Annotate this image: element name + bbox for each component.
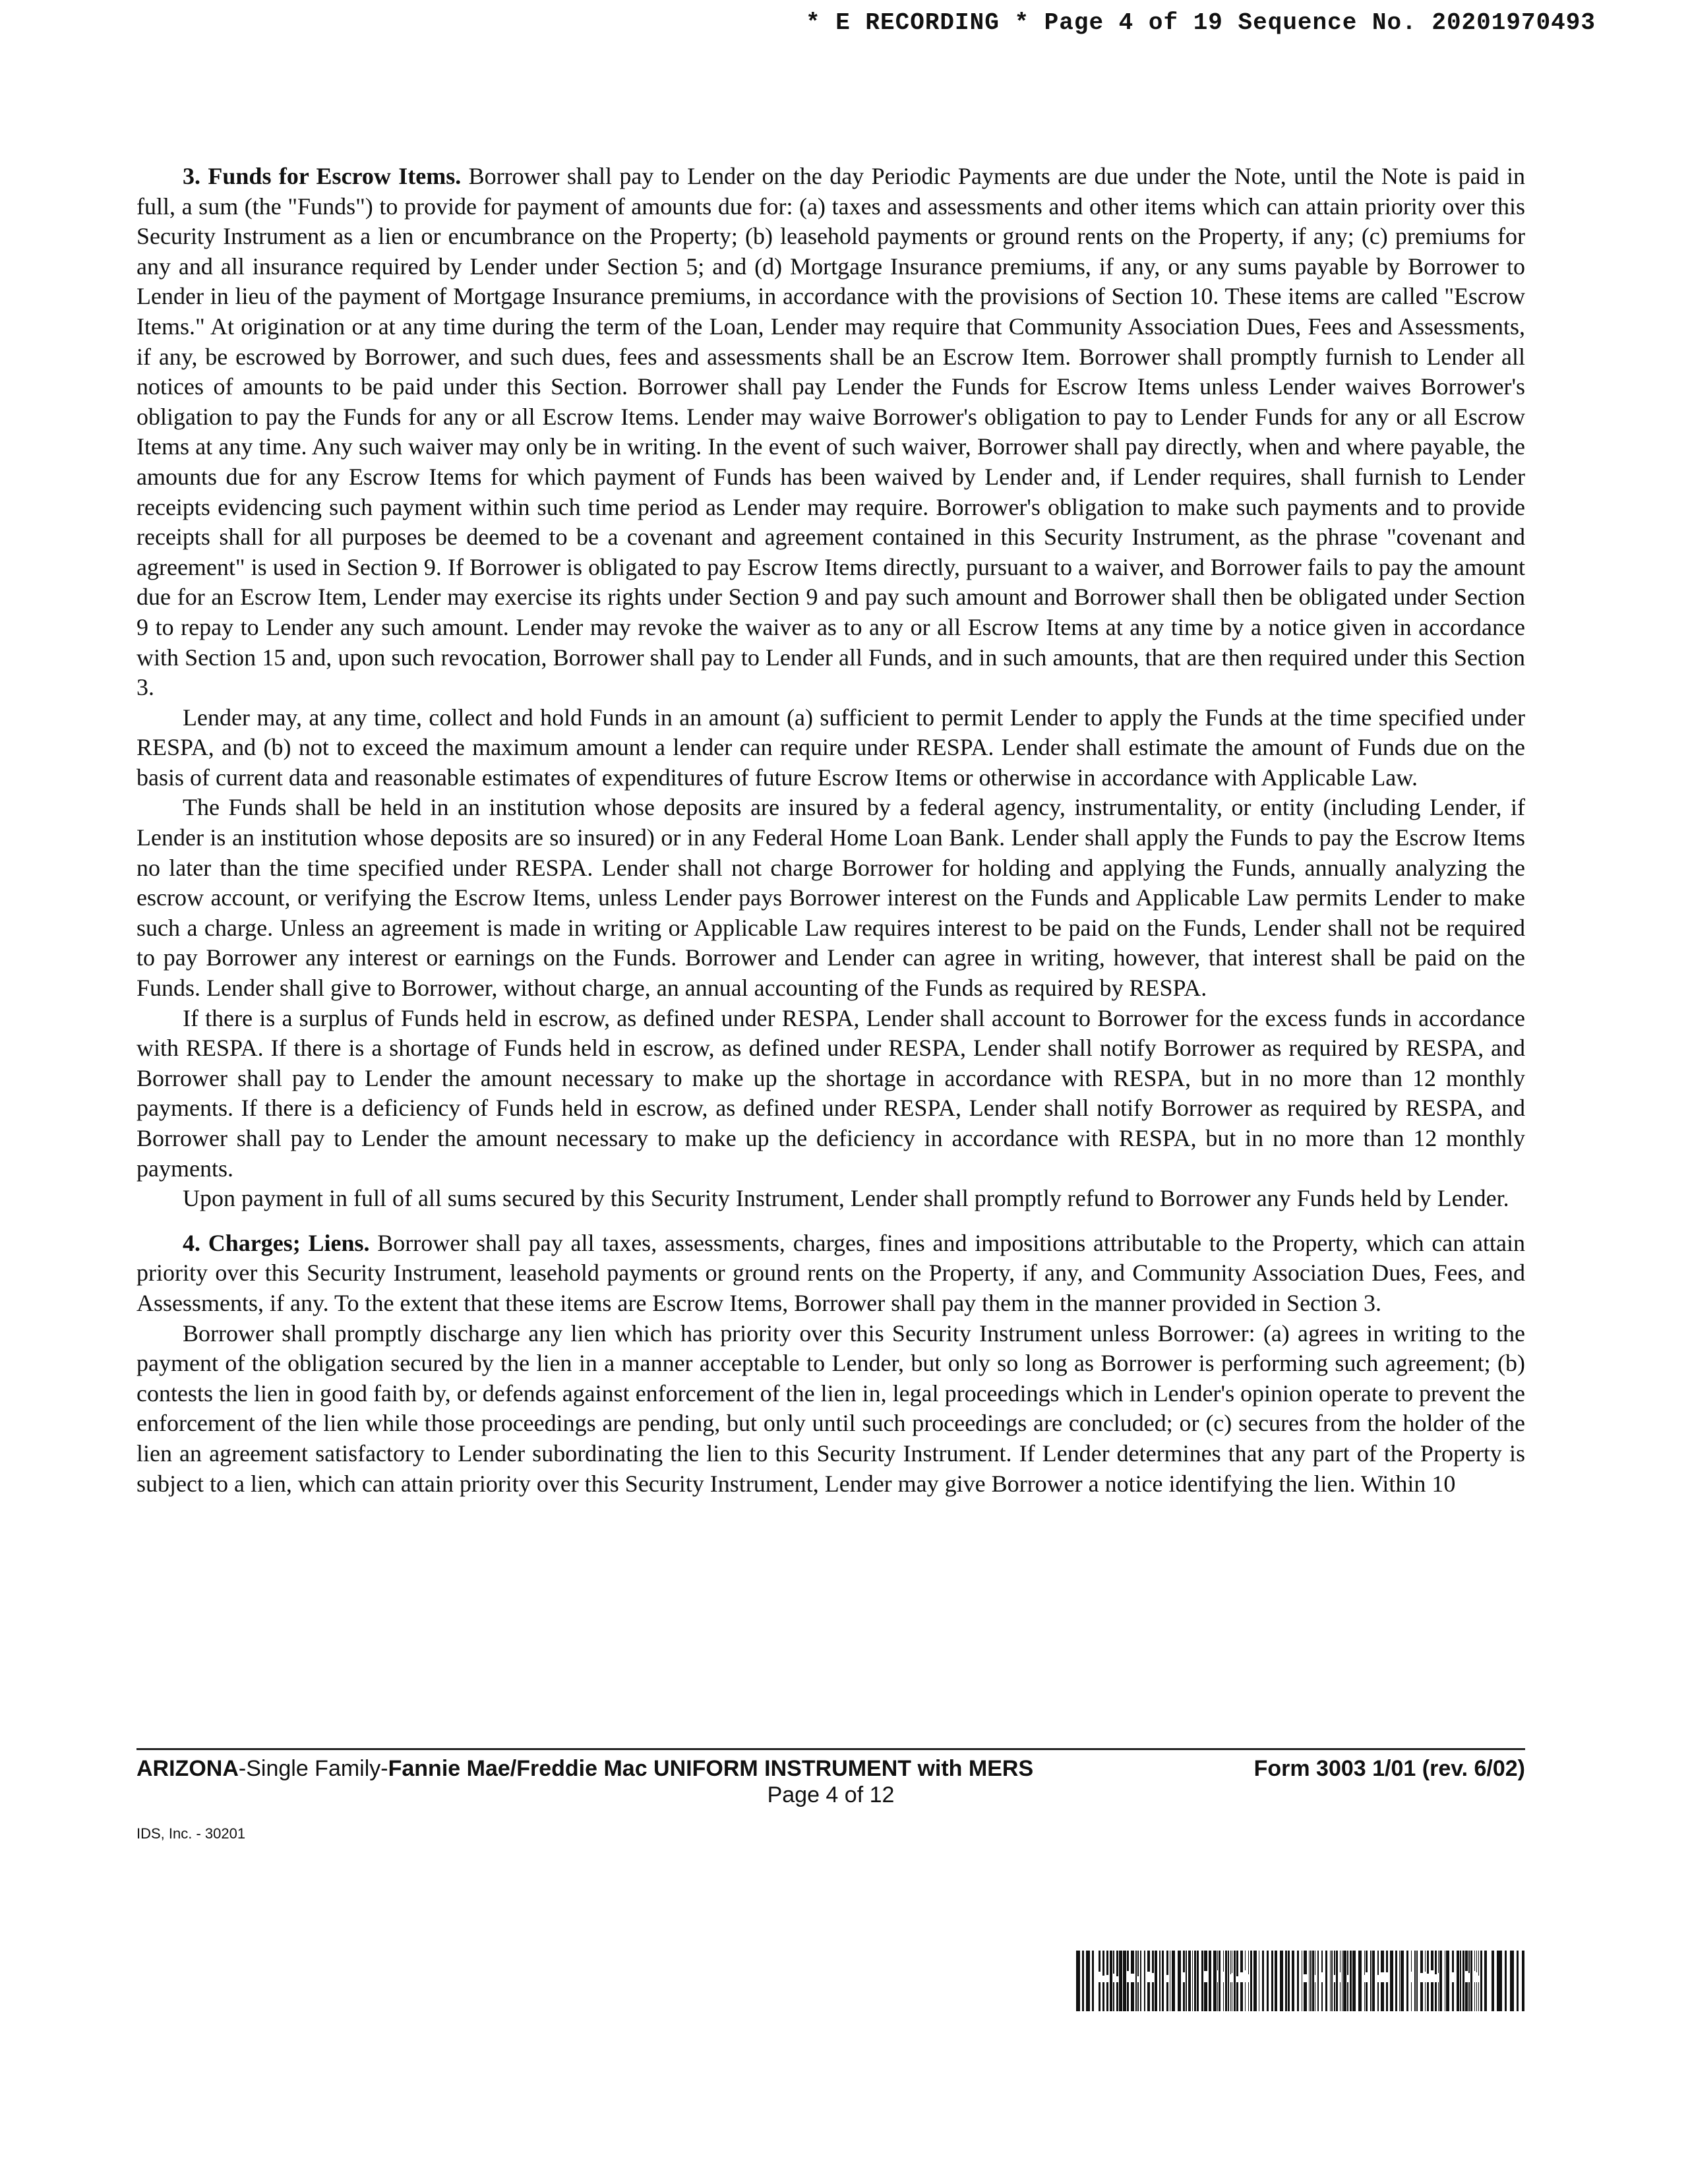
section-3-text: Borrower shall pay to Lender on the day Periodic Payments are due under the Note, until the Note is paid in full, a sum (the "Funds") to provide for payment of amounts due for: (a) taxes and assessments and other items which can attain priority over this Security Instrument as a lien or encumbrance on the Property; (b) leasehold payments or ground rents on the Property, if any; (c) premiums for any and all insurance required by Lender under Section 5; and (d) Mortgage Insurance premiums, if any, or any sums payable by Borrower to Lender in lieu of the payment of Mortgage Insurance premiums, in accordance with the provisions of Section 10. These items are called "Escrow Items." At origination or at any time during the term of the Loan, Lender may require that Community Association Dues, Fees and Assessments, if any, be escrowed by Borrower, and such dues, fees and assessments shall be an Escrow Item. Borrower shall promptly furnish to Lender all notices of amounts to be paid under this Section. Borrower shall pay Lender the Funds for Escrow Items unless Lender waives Borrower's obligation to pay the Funds for any or all Escrow Items. Lender may waive Borrower's obligation to pay to Lender Funds for any or all Escrow Items at any time. Any such waiver may only be in writing. In the event of such waiver, Borrower shall pay directly, when and where payable, the amounts due for any Escrow Items for which payment of Funds has been waived by Lender and, if Lender requires, shall furnish to Lender receipts evidencing such payment within such time period as Lender may require. Borrower's obligation to make such payments and to provide receipts shall for all purposes be deemed to be a covenant and agreement contained in this Security Instrument, as the phrase "covenant and agreement" is used in Section 9. If Borrower is obligated to pay Escrow Items directly, pursuant to a waiver, and Borrower fails to pay the amount due for an Escrow Item, Lender may exercise its rights under Section 9 and pay such amount and Borrower shall then be obligated under Section 9 to repay to Lender any such amount. Lender may revoke the waiver as to any or all Escrow Items at any time by a notice given in accordance with Section 15 and, upon such revocation, Borrower shall pay to Lender all Funds, and in such amounts, that are then required under this Section 3. bbox=[136, 163, 1526, 701]
footer-form-number: Form 3003 1/01 (rev. 6/02) bbox=[1253, 1756, 1525, 1781]
section-4-paragraph-1 bbox=[136, 1228, 1525, 1319]
footer-form-line bbox=[136, 1755, 1525, 1782]
section-3-paragraph-5: Upon payment in full of all sums secured by this Security Instrument, Lender shall promptly refund to Borrower any Funds held by Lender. bbox=[183, 1185, 1509, 1212]
vendor-code: IDS, Inc. - 30201 bbox=[136, 1825, 246, 1842]
section-3-paragraph-2: Lender may, at any time, collect and hold Funds in an amount (a) sufficient to permit Lender to apply the Funds at the time specified under RESPA, and (b) not to exceed the maximum amount a lender can require under RESPA. Lender shall estimate the amount of Funds due on the basis of current data and reasonable estimates of expenditures of future Escrow Items or otherwise in accordance with Applicable Law. bbox=[136, 704, 1525, 791]
section-4-text: Borrower shall pay all taxes, assessments, charges, fines and impositions attributable to the Property, which can attain priority over this Security Instrument, leasehold payments or ground rents on the Property, if any, and Community Association Dues, Fees, and Assessments, if any. To the extent that these items are Escrow Items, Borrower shall pay them in the manner provided in Section 3. bbox=[136, 1229, 1526, 1316]
section-3-paragraph-1 bbox=[136, 162, 1525, 703]
footer-page-number: Page 4 of 12 bbox=[767, 1782, 895, 1807]
section-4-paragraph-2: Borrower shall promptly discharge any lien which has priority over this Security Instrument unless Borrower: (a) agrees in writing to the payment of the obligation secured by the lien in a manner acceptable to Lender, but only so long as Borrower is performing such agreement; (b) contests the lien in good faith by, or defends against enforcement of the lien in, legal proceedings which in Lender's opinion operate to prevent the enforcement of the lien while those proceedings are pending, but only until such proceedings are concluded; or (c) secures from the holder of the lien an agreement satisfactory to Lender subordinating the lien to this Security Instrument. If Lender determines that any part of the Property is subject to a lien, which can attain priority over this Security Instrument, Lender may give Borrower a notice identifying the lien. Within 10 bbox=[136, 1320, 1525, 1497]
section-3-paragraph-4: If there is a surplus of Funds held in escrow, as defined under RESPA, Lender shall account to Borrower for the excess funds in accordance with RESPA. If there is a shortage of Funds held in escrow, as defined under RESPA, Lender shall notify Borrower as required by RESPA, and Borrower shall pay to Lender the amount necessary to make up the shortage in accordance with RESPA, but in no more than 12 monthly payments. If there is a deficiency of Funds held in escrow, as defined under RESPA, Lender shall notify Borrower as required by RESPA, and Borrower shall pay to Lender the amount necessary to make up the deficiency in accordance with RESPA, but in no more than 12 monthly payments. bbox=[136, 1004, 1525, 1182]
section-4-heading: 4. Charges; Liens. bbox=[183, 1229, 370, 1256]
section-3-heading: 3. Funds for Escrow Items. bbox=[183, 163, 462, 189]
page-footer bbox=[136, 1755, 1525, 1808]
recording-header: * E RECORDING * Page 4 of 19 Sequence No. 20201970493 bbox=[806, 9, 1596, 36]
footer-state: ARIZONA bbox=[136, 1756, 239, 1781]
footer-instrument-name: Fannie Mae/Freddie Mac UNIFORM INSTRUMENT with MERS bbox=[388, 1756, 1034, 1781]
barcode-image bbox=[1076, 1951, 1526, 2011]
footer-instrument-title bbox=[136, 1755, 1033, 1782]
footer-divider bbox=[136, 1748, 1525, 1750]
footer-family-type: -Single Family- bbox=[238, 1756, 388, 1781]
section-3-paragraph-3: The Funds shall be held in an institution whose deposits are insured by a federal agency, instrumentality, or entity (including Lender, if Lender is an institution whose deposits are so insured) or in any Federal Home Loan Bank. Lender shall apply the Funds to pay the Escrow Items no later than the time specified under RESPA. Lender shall not charge Borrower for holding and applying the Funds, annually analyzing the escrow account, or verifying the Escrow Items, unless Lender pays Borrower interest on the Funds and Applicable Law permits Lender to make such a charge. Unless an agreement is made in writing or Applicable Law requires interest to be paid on the Funds, Lender shall not be required to pay Borrower any interest or earnings on the Funds. Borrower and Lender can agree in writing, however, that interest shall be paid on the Funds. Lender shall give to Borrower, without charge, an annual accounting of the Funds as required by RESPA. bbox=[136, 794, 1525, 1002]
document-body bbox=[136, 162, 1525, 1499]
